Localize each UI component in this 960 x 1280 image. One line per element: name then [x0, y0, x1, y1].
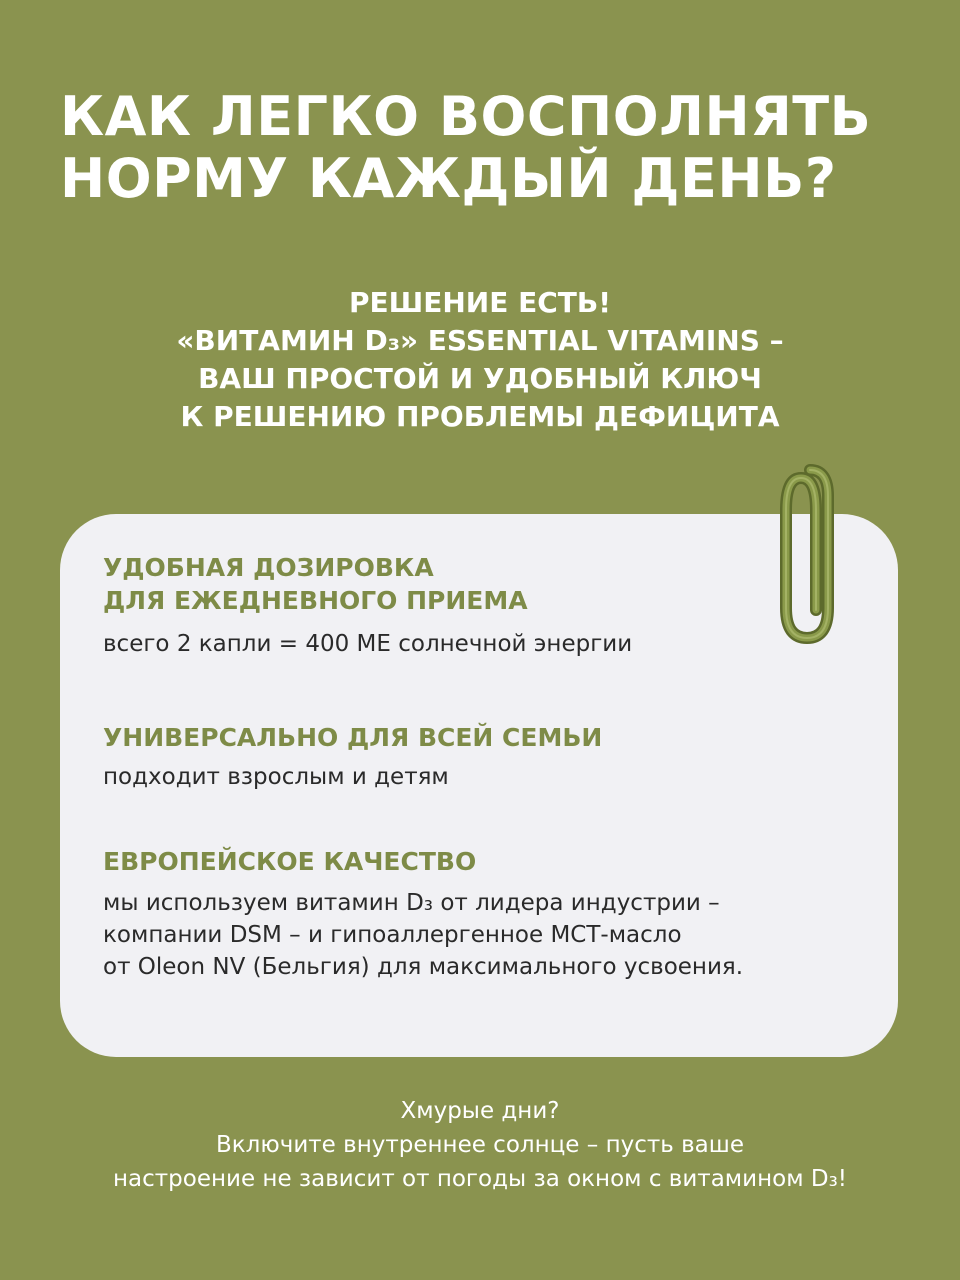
subhead-line: К РЕШЕНИЮ ПРОБЛЕМЫ ДЕФИЦИТА — [180, 400, 780, 433]
subhead-line: «ВИТАМИН D₃» ESSENTIAL VITAMINS – — [176, 324, 784, 357]
feature-text — [103, 887, 868, 983]
feature-title-line: ДЛЯ ЕЖЕДНЕВНОГО ПРИЕМА — [103, 586, 528, 615]
feature-text — [103, 628, 868, 660]
feature-text — [103, 761, 868, 793]
headline-line: НОРМУ КАЖДЫЙ ДЕНЬ? — [60, 147, 837, 210]
feature-title — [103, 845, 868, 878]
headline-line: КАК ЛЕГКО ВОСПОЛНЯТЬ — [60, 85, 872, 148]
feature-title-line: УНИВЕРСАЛЬНО ДЛЯ ВСЕЙ СЕМЬИ — [103, 723, 603, 752]
feature-family — [103, 721, 868, 793]
feature-title-line: ЕВРОПЕЙСКОЕ КАЧЕСТВО — [103, 847, 477, 876]
footer-line: настроение не зависит от погоды за окном с витамином D₃! — [112, 1166, 848, 1192]
subheadline — [0, 284, 960, 436]
feature-text-line: от Oleon NV (Бельгия) для максимального усвоения. — [103, 954, 744, 980]
paperclip-icon — [770, 460, 850, 650]
feature-text-line: компании DSM – и гипоаллергенное МСТ-масло — [103, 922, 682, 948]
page-title — [60, 86, 920, 210]
feature-text-line: мы используем витамин D₃ от лидера индустрии – — [103, 890, 720, 916]
feature-title-line: УДОБНАЯ ДОЗИРОВКА — [103, 553, 434, 582]
subhead-line: ВАШ ПРОСТОЙ И УДОБНЫЙ КЛЮЧ — [198, 362, 762, 395]
feature-text-line: подходит взрослым и детям — [103, 764, 449, 790]
footer-text — [0, 1094, 960, 1196]
feature-quality — [103, 845, 868, 983]
feature-title — [103, 551, 868, 617]
feature-title — [103, 721, 868, 754]
footer-line: Включите внутреннее солнце – пусть ваше — [216, 1132, 744, 1158]
footer-line: Хмурые дни? — [400, 1098, 560, 1124]
feature-text-line: всего 2 капли = 400 МЕ солнечной энергии — [103, 631, 633, 657]
feature-dosage — [103, 551, 868, 660]
subhead-line: РЕШЕНИЕ ЕСТЬ! — [349, 286, 611, 319]
